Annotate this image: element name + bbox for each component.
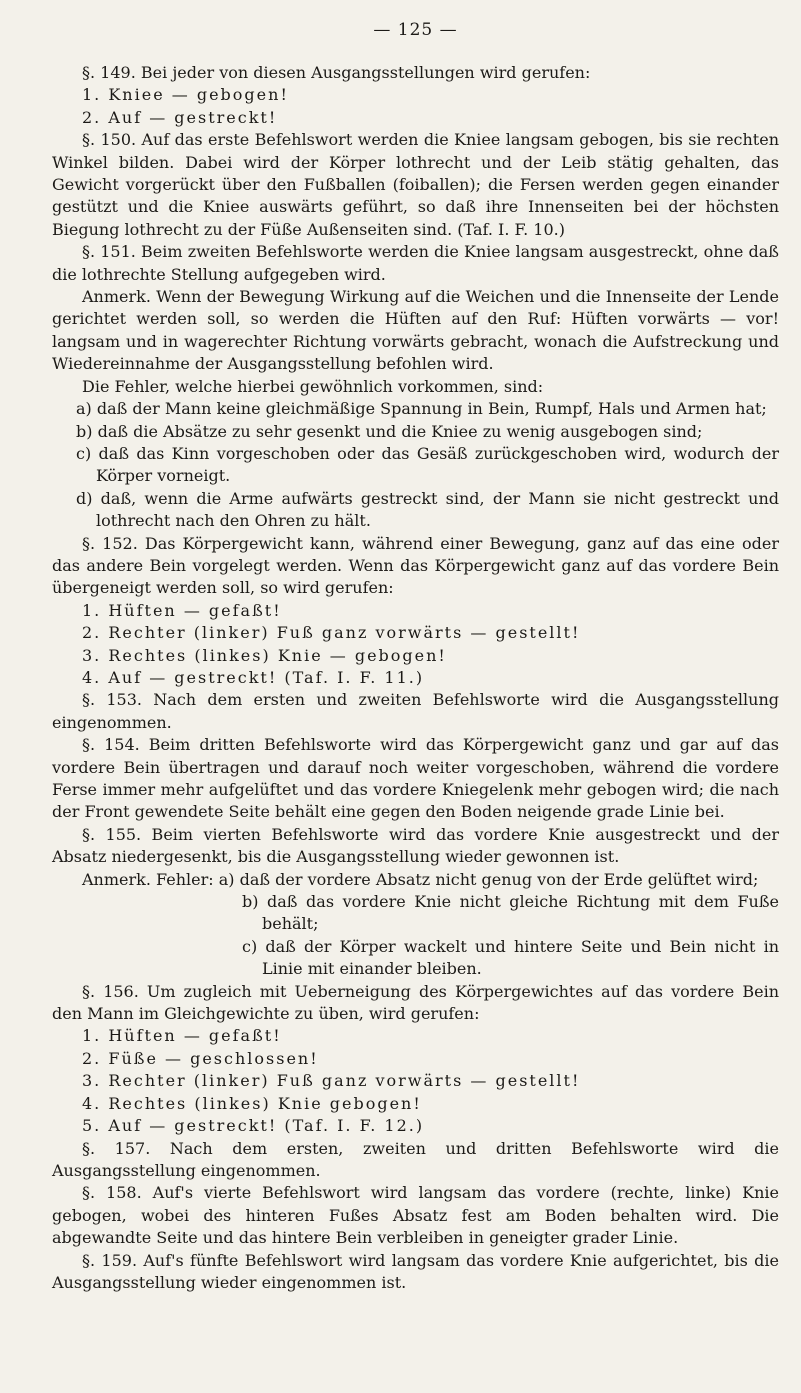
command-152-3: 3. Rechtes (linkes) Knie — gebogen! <box>82 645 447 665</box>
error-d: d) daß, wenn die Arme aufwärts gestreckt sind, der Mann sie nicht gestreckt und lothrecht nach den Ohren zu hält. <box>76 488 779 531</box>
error-b: b) daß die Absätze zu sehr gesenkt und die Kniee zu wenig ausgebogen sind; <box>76 421 703 441</box>
paragraph-152: §. 152. Das Körpergewicht kann, während einer Bewegung, ganz auf das eine oder das andere Bein vorgelegt werden. Wenn das Körpergewicht ganz auf das vordere Bein übergeneigt werden soll, so wird gerufen: <box>52 533 779 598</box>
note-155-b: b) daß das vordere Knie nicht gleiche Richtung mit dem Fuße behält; <box>242 892 779 934</box>
paragraph-158: §. 158. Auf's vierte Befehlswort wird langsam das vordere (rechte, linke) Knie gebogen, wobei des hinteren Fußes Absatz fest am Boden behalten wird. Die abgewandte Seite und das hintere Bein verbleiben in geneigter grader Linie. <box>52 1183 779 1248</box>
command-156-1: 1. Hüften — gefaßt! <box>82 1026 282 1046</box>
error-c: c) daß das Kinn vorgeschoben oder das Gesäß zurückgeschoben wird, wodurch der Körper vorneigt. <box>76 443 779 486</box>
paragraph-155: §. 155. Beim vierten Befehlsworte wird das vordere Knie ausgestreckt und der Absatz niedergesenkt, bis die Ausgangsstellung wieder gewonnen ist. <box>52 824 779 867</box>
command-149-2: 2. Auf — gestreckt! <box>82 107 278 127</box>
command-149-1: 1. Kniee — gebogen! <box>82 85 289 105</box>
command-152-4: 4. Auf — gestreckt! (Taf. I. F. 11.) <box>82 667 425 687</box>
paragraph-153: §. 153. Nach dem ersten und zweiten Befehlsworte wird die Ausgangsstellung eingenommen. <box>52 690 779 732</box>
page-body <box>52 62 779 1294</box>
paragraph-151: §. 151. Beim zweiten Befehlsworte werden die Kniee langsam ausgestreckt, ohne daß die lothrechte Stellung aufgegeben wird. <box>52 242 779 284</box>
command-152-1: 1. Hüften — gefaßt! <box>82 600 282 620</box>
note-155-a: Anmerk. Fehler: a) daß der vordere Absatz nicht genug von der Erde gelüftet wird; <box>82 869 759 889</box>
paragraph-149: §. 149. Bei jeder von diesen Ausgangsstellungen wird gerufen: <box>82 63 591 82</box>
command-152-2: 2. Rechter (linker) Fuß ganz vorwärts — gestellt! <box>82 623 581 643</box>
error-a: a) daß der Mann keine gleichmäßige Spannung in Bein, Rumpf, Hals und Armen hat; <box>76 399 767 419</box>
paragraph-150: §. 150. Auf das erste Befehlswort werden die Kniee langsam gebogen, bis sie rechten Winkel bilden. Dabei wird der Körper lothrecht und der Leib stätig gehalten, das Gewicht vorgerückt über den Fußballen (foiballen); die Fersen werden gegen einander gestützt und die Kniee auswärts geführt, so daß ihre Innenseiten bei der höchsten Biegung lothrecht zu der Füße Außenseiten sind. (Taf. I. F. 10.) <box>52 130 779 239</box>
paragraph-159: §. 159. Auf's fünfte Befehlswort wird langsam das vordere Knie aufgerichtet, bis die Ausgangsstellung wieder eingenommen ist. <box>52 1250 779 1292</box>
command-156-2: 2. Füße — geschlossen! <box>82 1048 319 1068</box>
command-156-5: 5. Auf — gestreckt! (Taf. I. F. 12.) <box>82 1116 425 1136</box>
command-156-4: 4. Rechtes (linkes) Knie gebogen! <box>82 1093 422 1113</box>
paragraph-157: §. 157. Nach dem ersten, zweiten und dritten Befehlsworte wird die Ausgangsstellung eingenommen. <box>52 1138 779 1180</box>
page-number: — 125 — <box>373 20 458 40</box>
paragraph-156: §. 156. Um zugleich mit Ueberneigung des Körpergewichtes auf das vordere Bein den Mann im Gleichgewichte zu üben, wird gerufen: <box>52 981 779 1024</box>
command-156-3: 3. Rechter (linker) Fuß ganz vorwärts — gestellt! <box>82 1071 581 1091</box>
errors-intro: Die Fehler, welche hierbei gewöhnlich vorkommen, sind: <box>82 376 544 396</box>
note-155-c: c) daß der Körper wackelt und hintere Seite und Bein nicht in Linie mit einander bleiben. <box>242 936 779 979</box>
note-151: Anmerk. Wenn der Bewegung Wirkung auf die Weichen und die Innenseite der Lende gerichtet werden soll, so werden die Hüften auf den Ruf: Hüften vorwärts — vor! langsam und in wagerechter Richtung vorwärts gebracht, wonach die Aufstreckung und Wiedereinnahme der Ausgangsstellung befohlen wird. <box>52 287 779 374</box>
paragraph-154: §. 154. Beim dritten Befehlsworte wird das Körpergewicht ganz und gar auf das vordere Bein übertragen und darauf noch weiter vorgeschoben, während die vordere Ferse immer mehr aufgelüftet und das vordere Kniegelenk mehr gebogen wird; die nach der Front gewendete Seite behält eine gegen den Boden neigende grade Linie bei. <box>52 735 779 822</box>
